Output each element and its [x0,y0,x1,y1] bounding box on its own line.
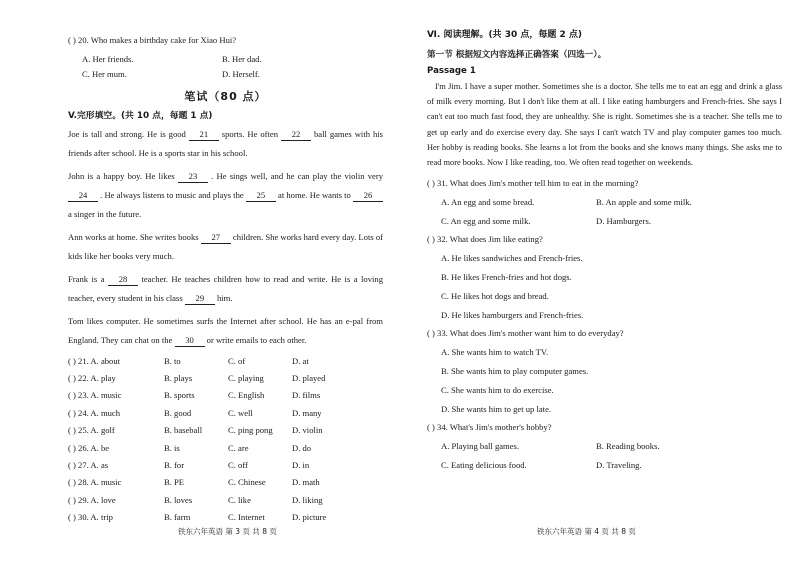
question-32-options [441,253,782,320]
q20-option-b[interactable]: B. Her dad. [222,54,262,64]
cloze-text: sports. He often [218,129,282,139]
choice-option[interactable]: B. farm [164,512,191,523]
cloze-text: at home. He wants to [275,190,353,200]
choice-row [68,491,383,508]
choice-option[interactable]: D. liking [292,494,323,505]
question-34-options [441,441,782,470]
choice-option[interactable]: C. ping pong [228,425,273,436]
cloze-blank[interactable]: 22 [281,128,311,141]
choice-row [68,509,383,526]
cloze-text: Frank is a [68,274,108,284]
cloze-text: Tom likes computer. He sometimes surfs the Internet after school. He has an e-pal from England. They can chat on the [68,316,383,345]
choice-option[interactable]: D. played [292,373,326,384]
passage-1-text: I'm Jim. I have a super mother. Sometimes she is a doctor. She tells me to eat an egg and drink a glass of milk every morning. But I don't like them at all. I like eating hamburgers and French-fries. She says I can't eat too much fast food, they are unhealthy. She is right. Sometimes she is a teacher. She tells me to get up early and do exercise every day. She says I can't watch TV and play computer games too much. Her hobby is reading books. She learns a lot from the books and she knows many things. She asks me to read more books. Now I like reading, too. We often read together on weekends. [427,82,782,168]
page-footer-right: 铁东六年英语 第 4 页 共 8 页 [537,527,636,536]
choice-option[interactable]: C. well [228,407,253,418]
q20-option-c[interactable]: C. Her mum. [82,69,127,79]
question-20-options [82,54,383,80]
written-test-title: 笔试（80 点） [184,90,267,103]
choice-option[interactable]: B. loves [164,494,193,505]
question-34-stem: ( ) 34. What's Jim's mother's hobby? [427,422,552,433]
choice-option[interactable]: ( ) 25. A. golf [68,425,115,436]
cloze-paragraph [68,312,383,350]
q34-option-a[interactable]: A. Playing ball games. [441,441,520,452]
choice-option[interactable]: D. at [292,355,309,366]
q31-option-c[interactable]: C. An egg and some milk. [441,216,531,227]
choice-row [68,387,383,404]
choice-option[interactable]: ( ) 23. A. music [68,390,122,401]
cloze-paragraph [68,228,383,266]
q32-option-a[interactable]: A. He likes sandwiches and French-fries. [441,253,583,264]
question-33-options [441,347,782,414]
question-20-stem: ( ) 20. Who makes a birthday cake for Xiao Hui? [68,35,237,45]
choice-row [68,474,383,491]
choice-option[interactable]: ( ) 26. A. be [68,442,110,453]
section-5-title: V.完形填空。(共 10 点，每题 1 点) [68,111,213,121]
q34-option-c[interactable]: C. Eating delicious food. [441,460,527,471]
part-1-title: 第一节 根据短文内容选择正确答案（四选一）。 [427,50,607,60]
cloze-text: . He sings well, and he can play the violin very [207,171,383,181]
choice-option[interactable]: B. good [164,407,192,418]
choice-option[interactable]: D. picture [292,512,327,523]
choice-option[interactable]: C. like [228,494,251,505]
choice-option[interactable]: D. violin [292,425,323,436]
cloze-text: children. She works hard every day. Lots of kids like her books very much. [68,232,383,261]
choice-option[interactable]: D. films [292,390,321,401]
choice-row [68,404,383,421]
cloze-text: or write emails to each other. [204,335,307,345]
q20-option-d[interactable]: D. Herself. [222,69,260,79]
page-footer-left: 铁东六年英语 第 3 页 共 8 页 [178,527,277,536]
cloze-blank[interactable]: 25 [246,189,276,202]
choice-option[interactable]: ( ) 30. A. trip [68,512,113,523]
choice-option[interactable]: B. for [164,460,185,471]
cloze-paragraph [68,270,383,308]
cloze-blank[interactable]: 29 [185,292,215,305]
choice-option[interactable]: ( ) 29. A. love [68,494,116,505]
right-page [397,0,794,561]
q31-option-a[interactable]: A. An egg and some bread. [441,197,535,208]
cloze-paragraph [68,167,383,224]
choice-option[interactable]: ( ) 24. A. much [68,407,121,418]
question-31-stem: ( ) 31. What does Jim's mother tell him to eat in the morning? [427,178,639,189]
choice-option[interactable]: C. of [228,355,246,366]
cloze-paragraph [68,125,383,163]
choice-option[interactable]: D. in [292,460,310,471]
choice-option[interactable]: B. plays [164,373,193,384]
choice-option[interactable]: C. Chinese [228,477,266,488]
choice-option[interactable]: ( ) 21. A. about [68,355,121,366]
cloze-blank[interactable]: 24 [68,189,98,202]
cloze-blank[interactable]: 23 [178,170,208,183]
choice-option[interactable]: D. do [292,442,312,453]
choice-option[interactable]: B. is [164,442,180,453]
cloze-blank[interactable]: 28 [108,273,138,286]
q33-option-a[interactable]: A. She wants him to watch TV. [441,347,549,358]
cloze-text: Ann works at home. She writes books [68,232,201,242]
choice-option[interactable]: B. sports [164,390,195,401]
cloze-choices [68,352,383,526]
choice-row [68,352,383,369]
cloze-text: ball games with his friends after school. He is a sports star in his school. [68,129,383,158]
q20-option-a[interactable]: A. Her friends. [82,54,134,64]
choice-row [68,439,383,456]
q32-option-b[interactable]: B. He likes French-fries and hot dogs. [441,272,572,283]
cloze-blank[interactable]: 21 [189,128,219,141]
question-32-stem: ( ) 32. What does Jim like eating? [427,234,543,245]
choice-row [68,369,383,386]
choice-option[interactable]: D. math [292,477,320,488]
cloze-text: a singer in the future. [68,209,142,219]
cloze-passage [68,125,383,350]
choice-option[interactable]: B. to [164,355,181,366]
choice-option[interactable]: ( ) 28. A. music [68,477,122,488]
q33-option-c[interactable]: C. She wants him to do exercise. [441,385,554,396]
choice-option[interactable]: ( ) 27. A. as [68,460,109,471]
choice-option[interactable]: C. Internet [228,512,265,523]
q32-option-c[interactable]: C. He likes hot dogs and bread. [441,291,549,302]
choice-option[interactable]: C. are [228,442,249,453]
choice-option[interactable]: D. many [292,407,322,418]
cloze-text: teacher. He teaches children how to read and write. He is a loving teacher, every student in his class [68,274,383,303]
cloze-text: him. [214,293,233,303]
cloze-blank[interactable]: 27 [201,231,231,244]
choice-option[interactable]: C. off [228,460,248,471]
cloze-blank[interactable]: 26 [353,189,383,202]
q34-option-b[interactable]: B. Reading books. [596,441,660,452]
passage-1-label: Passage 1 [427,66,476,76]
q34-option-d[interactable]: D. Traveling. [596,460,642,471]
q32-option-d[interactable]: D. He likes hamburgers and French-fries. [441,310,584,321]
choice-option[interactable]: B. PE [164,477,185,488]
cloze-blank[interactable]: 30 [175,334,205,347]
section-6-title: Ⅵ. 阅读理解。(共 30 点，每题 2 点) [427,30,582,40]
choice-row [68,422,383,439]
q33-option-d[interactable]: D. She wants him to get up late. [441,404,552,415]
choice-option[interactable]: B. baseball [164,425,203,436]
choice-option[interactable]: C. playing [228,373,264,384]
choice-option[interactable]: ( ) 22. A. play [68,373,116,384]
cloze-text: Joe is tall and strong. He is good [68,129,189,139]
cloze-text: . He always listens to music and plays the [98,190,246,200]
q31-option-d[interactable]: D. Hamburgers. [596,216,651,227]
choice-row [68,456,383,473]
choice-option[interactable]: C. English [228,390,265,401]
question-33-stem: ( ) 33. What does Jim's mother want him to do everyday? [427,328,624,339]
q33-option-b[interactable]: B. She wants him to play computer games. [441,366,589,377]
q31-option-b[interactable]: B. An apple and some milk. [596,197,692,208]
cloze-text: John is a happy boy. He likes [68,171,178,181]
question-31-options [441,197,782,226]
